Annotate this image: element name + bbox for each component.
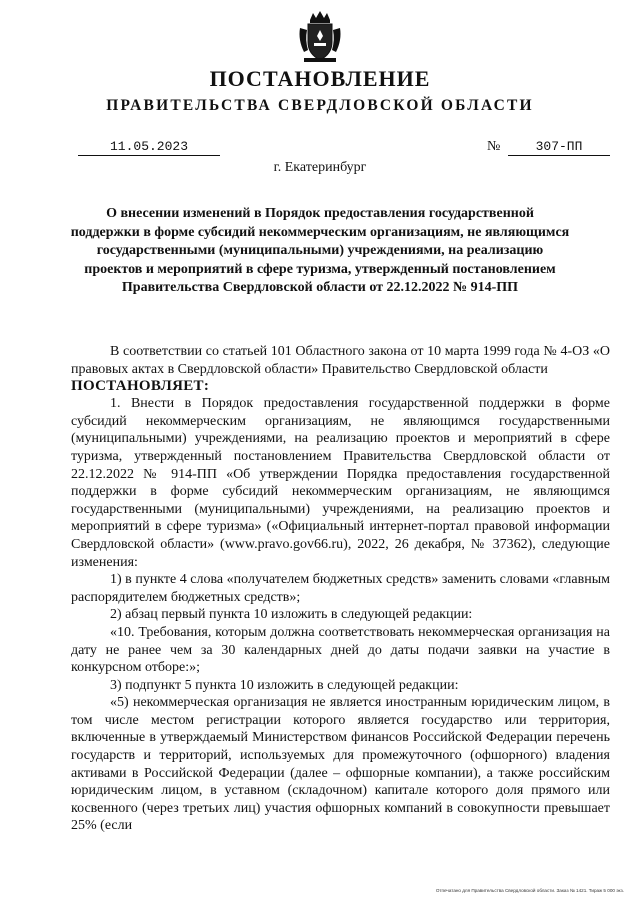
document-date: 11.05.2023 <box>78 139 220 156</box>
document-issuer: ПРАВИТЕЛЬСТВА СВЕРДЛОВСКОЙ ОБЛАСТИ <box>106 97 534 114</box>
body-paragraph: «10. Требования, которым должна соответствовать некоммерческая организация на дату не ранее чем за 30 календарных дней до даты подачи заявки на участие в конкурсном отборе:»; <box>71 624 610 676</box>
decree-heading: ПОСТАНОВЛЯЕТ: <box>71 378 210 395</box>
coat-of-arms-icon <box>296 10 344 64</box>
document-subject: О внесении изменений в Порядок предоставления государственной поддержки в форме субсидий некоммерческим организациям, не являющимся государственными (муниципальными) учреждениями, на реализацию проектов и мероприятий в сфере туризма, утвержденный постановлением Правительства Свердловской области от 22.12.2022 № 914-ПП <box>70 206 570 295</box>
print-footer: Отпечатано для Правительства Свердловской области. Заказ № 1421. Тираж 5 000 экз. <box>435 888 624 893</box>
document-city: г. Екатеринбург <box>273 160 367 175</box>
body-paragraph: «5) некоммерческая организация не является иностранным юридическим лицом, в том числе местом регистрации которого является государство или территория, включенные в утверждаемый Министерством финансов Российской Федерации перечень государств и территорий, используемых для промежуточного (офшорного) владения активами в Российской Федерации (далее – офшорные компании), а также российским юридическим лицом, в уставном (складочном) капитале которого доля прямого или косвенного (через третьих лиц) участия офшорных компаний в совокупности превышает 25% (если <box>71 695 610 834</box>
preamble-paragraph: В соответствии со статьей 101 Областного закона от 10 марта 1999 года № 4-ОЗ «О правовых актах в Свердловской области» Правительство Свердловской области <box>71 344 610 377</box>
body-paragraph: 2) абзац первый пункта 10 изложить в следующей редакции: <box>110 607 473 623</box>
body-paragraph: 1. Внести в Порядок предоставления государственной поддержки в форме субсидий некоммерческим организациям, не являющимся государственными (муниципальными) учреждениями, на реализацию проектов и мероприятий в сфере туризма, утвержденный постановлением Правительства Свердловской области от 22.12.2022 № 914-ПП «Об утверждении Порядка предоставления государственной поддержки в форме субсидий некоммерческим организациям, не являющимся государственными (муниципальными) учреждениями, на реализацию проектов и мероприятий в сфере туризма» («Официальный интернет-портал правовой информации Свердловской области» (www.pravo.gov66.ru), 2022, 26 декабря, № 37362), следующие изменения: <box>71 396 610 570</box>
body-paragraph: 3) подпункт 5 пункта 10 изложить в следующей редакции: <box>110 677 459 693</box>
number-sign: № <box>487 139 501 154</box>
document-body <box>71 343 610 835</box>
document-number: 307-ПП <box>508 139 610 156</box>
document-title: ПОСТАНОВЛЕНИЕ <box>209 66 431 91</box>
body-paragraph: 1) в пункте 4 слова «получателем бюджетных средств» заменить словами «главным распорядителем бюджетных средств»; <box>71 572 610 605</box>
